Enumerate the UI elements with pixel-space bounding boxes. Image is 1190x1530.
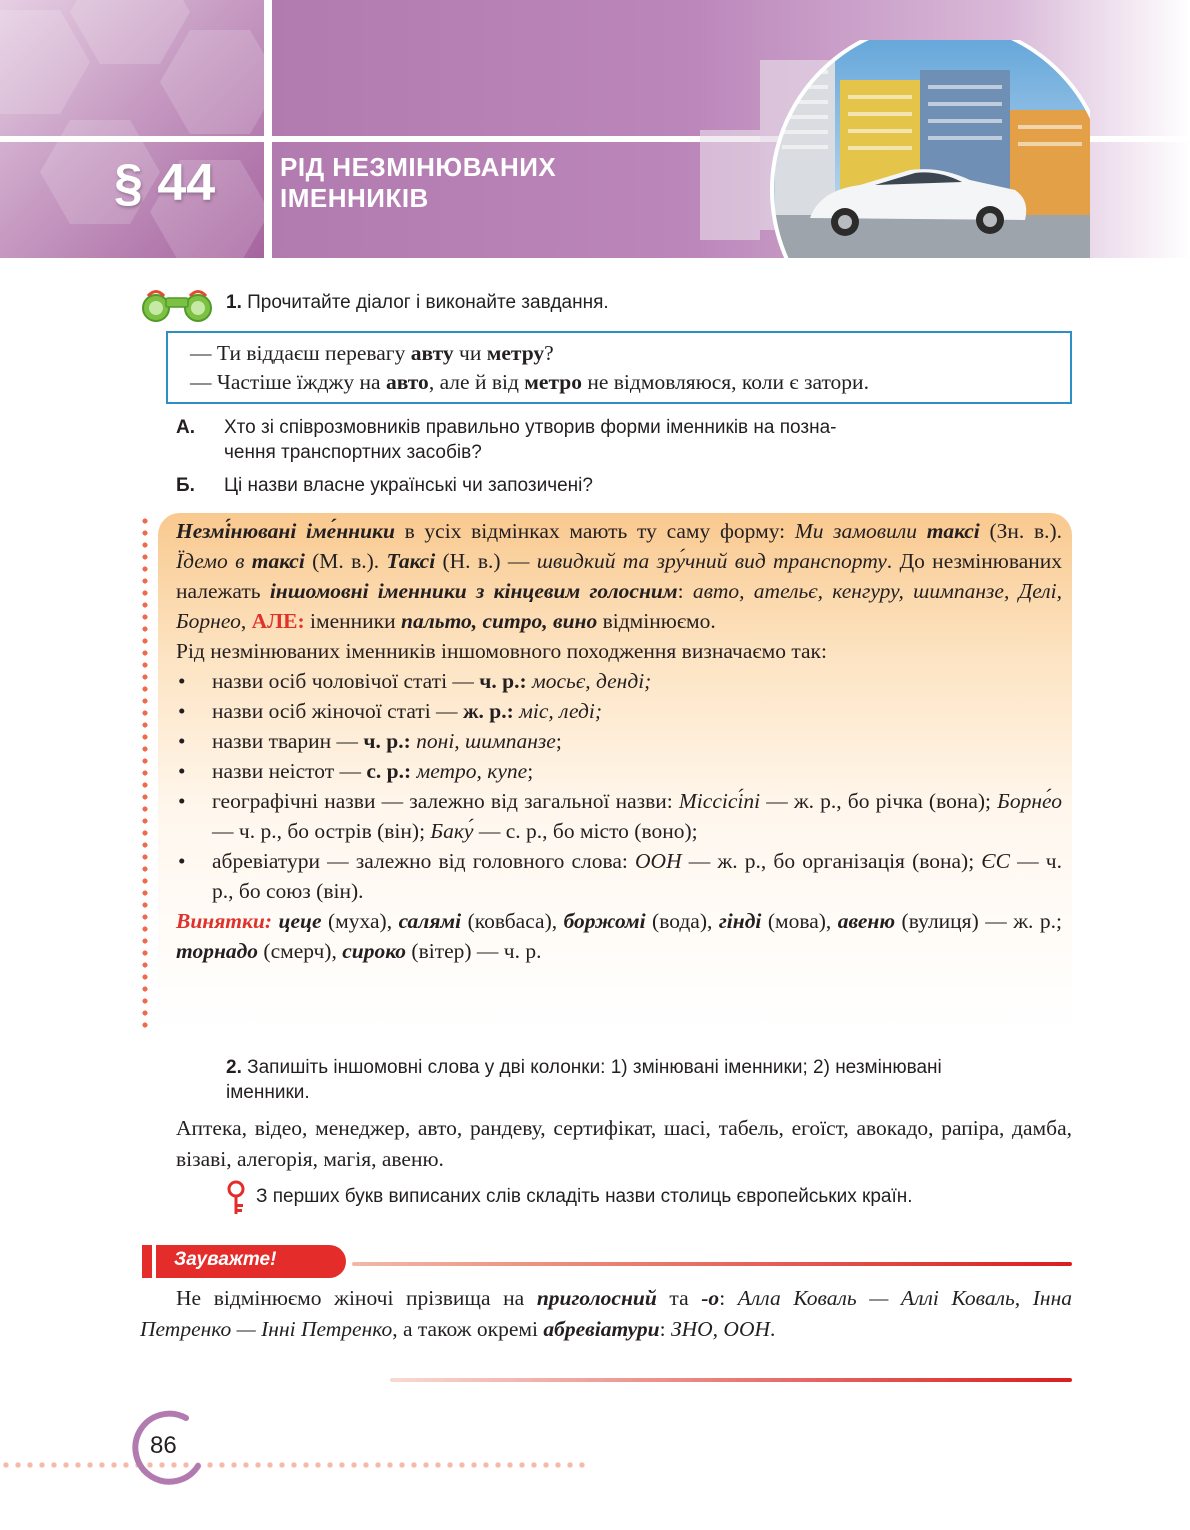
title-line-2: ІМЕННИКІВ (280, 183, 429, 213)
footer-dots-decoration (0, 1460, 590, 1470)
exercise-2-words: Аптека, відео, менеджер, авто, рандеву, сертифікат, шасі, табель, егоїст, авокадо, рапіра, дамба, візаві, алегорія, магія, авеню. (176, 1116, 1072, 1171)
dialog-line-1: — Ти віддаєш перевагу авту чи метру? (190, 341, 554, 365)
note-text: Не відмінюємо жіночі прізвища на приголосний та -о: Алла Коваль — Аллі Коваль, Інна Петренко — Інні Петренко, а також окремі абревіатури: ЗНО, ООН. (140, 1286, 1072, 1341)
bottom-divider (390, 1378, 1072, 1382)
header-separator (264, 0, 272, 258)
rule-text (176, 516, 1062, 966)
rule-paragraph-1: Незмі́нювані іме́нники в усіх відмінках мають ту саму форму: Ми замовили таксі (Зн. в.). Їдемо в таксі (М. в.). Таксі (Н. в.) — швидкий та зру́чний вид транспорту. До незмінюваних належать іншомовні іменники з кінцевим голосним: авто, ательє, кенгуру, шимпанзе, Делі, Борнео, АЛЕ: іменники пальто, ситро, вино відмінюємо. (176, 519, 1063, 633)
dialog-box (166, 331, 1072, 404)
rule-exceptions: Винятки: цеце (муха), салямі (ковбаса), боржомі (вода), гінді (мова), авеню (вулиця) — ж. р.; торнадо (смерч), сироко (вітер) — ч. р. (176, 909, 1063, 963)
rule-dots-decoration (140, 515, 150, 1031)
rule-bullet-geographic: • географічні назви — залежно від загальної назви: Міссісі́пі — ж. р., бо річка (вона); Борне́о — ч. р., бо острів (він); Баку́ — с. р., бо місто (воно); (176, 786, 1062, 846)
rule-bullet-abbreviations: • абревіатури — залежно від головного слова: ООН — ж. р., бо організація (вона); ЄС — ч. р., бо союз (він). (176, 846, 1062, 906)
binoculars-icon (140, 288, 216, 322)
exercise-1-instruction: 1. Прочитайте діалог і виконайте завдання. (226, 292, 609, 313)
exercise-2-instruction: 2. Запишіть іншомовні слова у дві колонки: 1) змінювані іменники; 2) незмінювані іменники. (226, 1057, 942, 1103)
paragraph-number: § 44 (114, 154, 216, 212)
page-title (280, 152, 700, 214)
key-icon (224, 1180, 248, 1216)
exercise-2-hint: З перших букв виписаних слів складіть назви столиць європейських країн. (256, 1186, 913, 1207)
rule-bullet-feminine-persons: • назви осіб жіночої статі — ж. р.: міс, леді; (176, 696, 1062, 726)
header-photo-city-car (670, 40, 1090, 258)
page-number: 86 (150, 1432, 177, 1459)
dialog-line-2: — Частіше їжджу на авто, але й від метро не відмовляюся, коли є затори. (190, 370, 869, 394)
rule-bullet-inanimate: • назви неістот — с. р.: метро, купе; (176, 756, 1062, 786)
title-line-1: РІД НЕЗМІНЮВАНИХ (280, 152, 557, 182)
rule-bullet-animals: • назви тварин — ч. р.: поні, шимпанзе; (176, 726, 1062, 756)
note-label: Зауважте! (156, 1245, 346, 1278)
rule-paragraph-2: Рід незмінюваних іменників іншомовного походження визначаємо так: (176, 639, 827, 663)
rule-bullet-masculine-persons: • назви осіб чоловічої статі — ч. р.: мосьє, денді; (176, 666, 1062, 696)
header-left-panel (0, 0, 264, 258)
note-divider (352, 1262, 1072, 1266)
